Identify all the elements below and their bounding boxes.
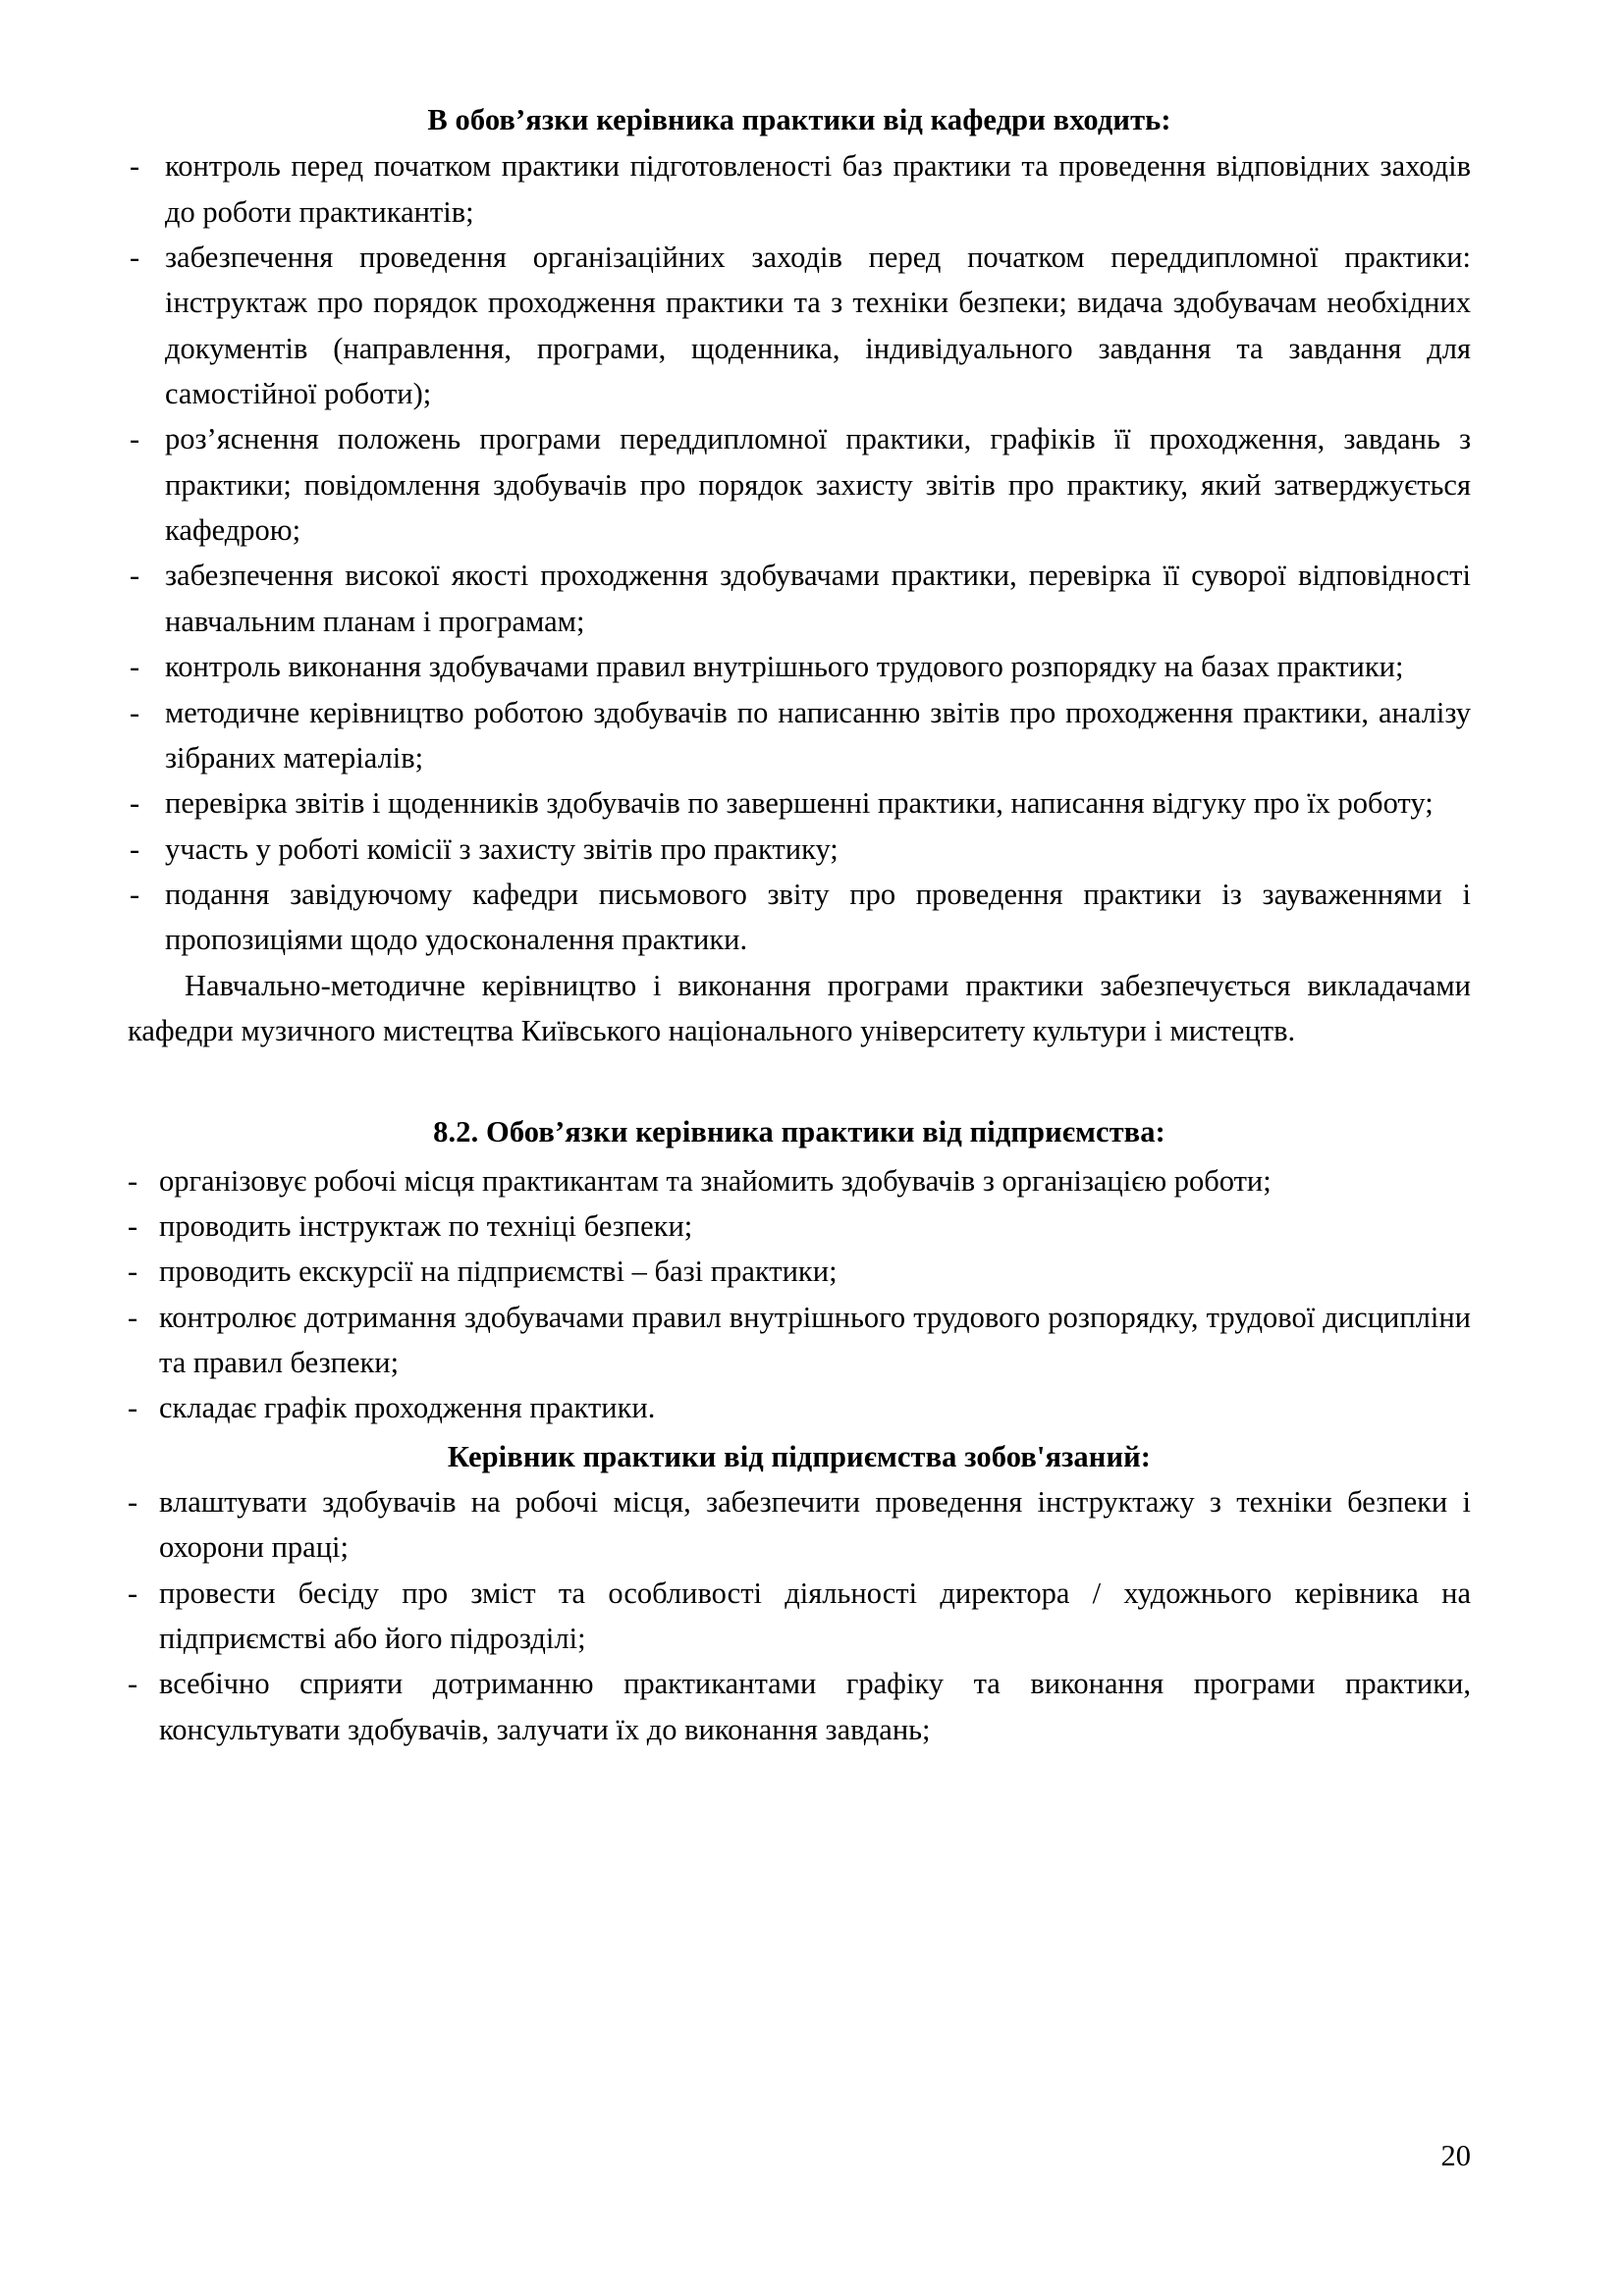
bullet-dash-icon: - bbox=[128, 1208, 138, 1243]
page-number: 20 bbox=[1440, 2139, 1471, 2172]
list-item-text: контролює дотримання здобувачами правил внутрішнього трудового розпорядку, трудової дисципліни та правил безпеки; bbox=[159, 1300, 1471, 1380]
list-item-text: подання завідуючому кафедри письмового звіту про проведення практики із зауваженнями і пропозиціями щодо удосконалення практики. bbox=[165, 877, 1471, 957]
list-item bbox=[128, 872, 1471, 963]
list-item-text: складає графік проходження практики. bbox=[159, 1391, 656, 1425]
list-item-text: методичне керівництво роботою здобувачів по написанню звітів про проходження практики, аналізу зібраних матеріалів; bbox=[165, 695, 1471, 774]
bullet-dash-icon: - bbox=[128, 1255, 138, 1289]
list-item bbox=[128, 1385, 1471, 1430]
list-item bbox=[128, 143, 1471, 235]
list-item-text: контроль виконання здобувачами правил внутрішнього трудового розпорядку на базах практики; bbox=[165, 650, 1404, 684]
list-item-text: організовує робочі місця практикантам та знайомить здобувачів з організацією роботи; bbox=[159, 1163, 1272, 1198]
bullet-dash-icon: - bbox=[128, 1485, 138, 1519]
bullet-dash-icon: - bbox=[130, 240, 140, 274]
section-2-heading: 8.2. Обов’язки керівника практики від підприємства: bbox=[433, 1115, 1165, 1149]
bullet-dash-icon: - bbox=[128, 1391, 138, 1425]
list-item bbox=[128, 644, 1471, 689]
list-item bbox=[128, 690, 1471, 781]
list-item bbox=[128, 235, 1471, 416]
list-item-text: всебічно сприяти дотриманню практикантами графіку та виконання програми практики, консультувати здобувачів, залучати їх до виконання завдань; bbox=[159, 1667, 1471, 1746]
section-1-closing-paragraph: Навчально-методичне керівництво і виконання програми практики забезпечується викладачами кафедри музичного мистецтва Київського національного університету культури і мистецтв. bbox=[128, 968, 1471, 1048]
bullet-dash-icon: - bbox=[130, 877, 140, 911]
list-item-text: проводить інструктаж по техніці безпеки; bbox=[159, 1208, 693, 1243]
bullet-dash-icon: - bbox=[130, 149, 140, 184]
list-item bbox=[128, 827, 1471, 872]
list-item bbox=[128, 1249, 1471, 1294]
bullet-dash-icon: - bbox=[130, 422, 140, 456]
bullet-dash-icon: - bbox=[130, 559, 140, 593]
bullet-dash-icon: - bbox=[128, 1300, 138, 1334]
list-item bbox=[128, 553, 1471, 644]
list-item-text: роз’яснення положень програми переддипломної практики, графіків її проходження, завдань з практики; повідомлення здобувачів про порядок захисту звітів про практику, який затверджується кафедрою; bbox=[165, 422, 1471, 548]
list-item-text: забезпечення високої якості проходження здобувачами практики, перевірка її суворої відповідності навчальним планам і програмам; bbox=[165, 559, 1471, 638]
section-3-heading: Керівник практики від підприємства зобов'язаний: bbox=[447, 1439, 1152, 1473]
list-item bbox=[128, 1661, 1471, 1752]
list-item bbox=[128, 780, 1471, 826]
list-item bbox=[128, 1295, 1471, 1386]
list-item-text: провести бесіду про зміст та особливості діяльності директора / художнього керівника на підприємстві або його підрозділі; bbox=[159, 1575, 1471, 1656]
list-item bbox=[128, 1479, 1471, 1571]
list-item bbox=[128, 1571, 1471, 1662]
list-item bbox=[128, 1203, 1471, 1249]
list-item-text: влаштувати здобувачів на робочі місця, забезпечити проведення інструктажу з техніки безпеки і охорони праці; bbox=[159, 1485, 1471, 1565]
list-item-text: участь у роботі комісії з захисту звітів про практику; bbox=[165, 831, 839, 866]
bullet-dash-icon: - bbox=[128, 1667, 138, 1701]
section-1-list bbox=[128, 143, 1471, 962]
list-item bbox=[128, 416, 1471, 553]
list-item-text: проводить екскурсії на підприємстві – базі практики; bbox=[159, 1255, 838, 1289]
list-item-text: перевірка звітів і щоденників здобувачів по завершенні практики, написання відгуку про їх роботу; bbox=[165, 786, 1434, 821]
list-item-text: забезпечення проведення організаційних заходів перед початком переддипломної практики: інструктаж про порядок проходження практики та з техніки безпеки; видача здобувачам необхідних документів (направлення, програми, щоденника, індивідуального завдання та завдання для самостійної роботи); bbox=[165, 240, 1471, 411]
bullet-dash-icon: - bbox=[130, 650, 140, 684]
section-3-list bbox=[128, 1479, 1471, 1752]
page-content bbox=[128, 98, 1471, 1752]
section-1-heading: В обов’язки керівника практики від кафедри входить: bbox=[427, 103, 1171, 136]
list-item-text: контроль перед початком практики підготовленості баз практики та проведення відповідних заходів до роботи практикантів; bbox=[165, 149, 1471, 229]
bullet-dash-icon: - bbox=[128, 1163, 138, 1198]
bullet-dash-icon: - bbox=[130, 786, 140, 821]
bullet-dash-icon: - bbox=[128, 1575, 138, 1610]
bullet-dash-icon: - bbox=[130, 695, 140, 729]
bullet-dash-icon: - bbox=[130, 831, 140, 866]
section-2-list bbox=[128, 1158, 1471, 1431]
list-item bbox=[128, 1158, 1471, 1203]
